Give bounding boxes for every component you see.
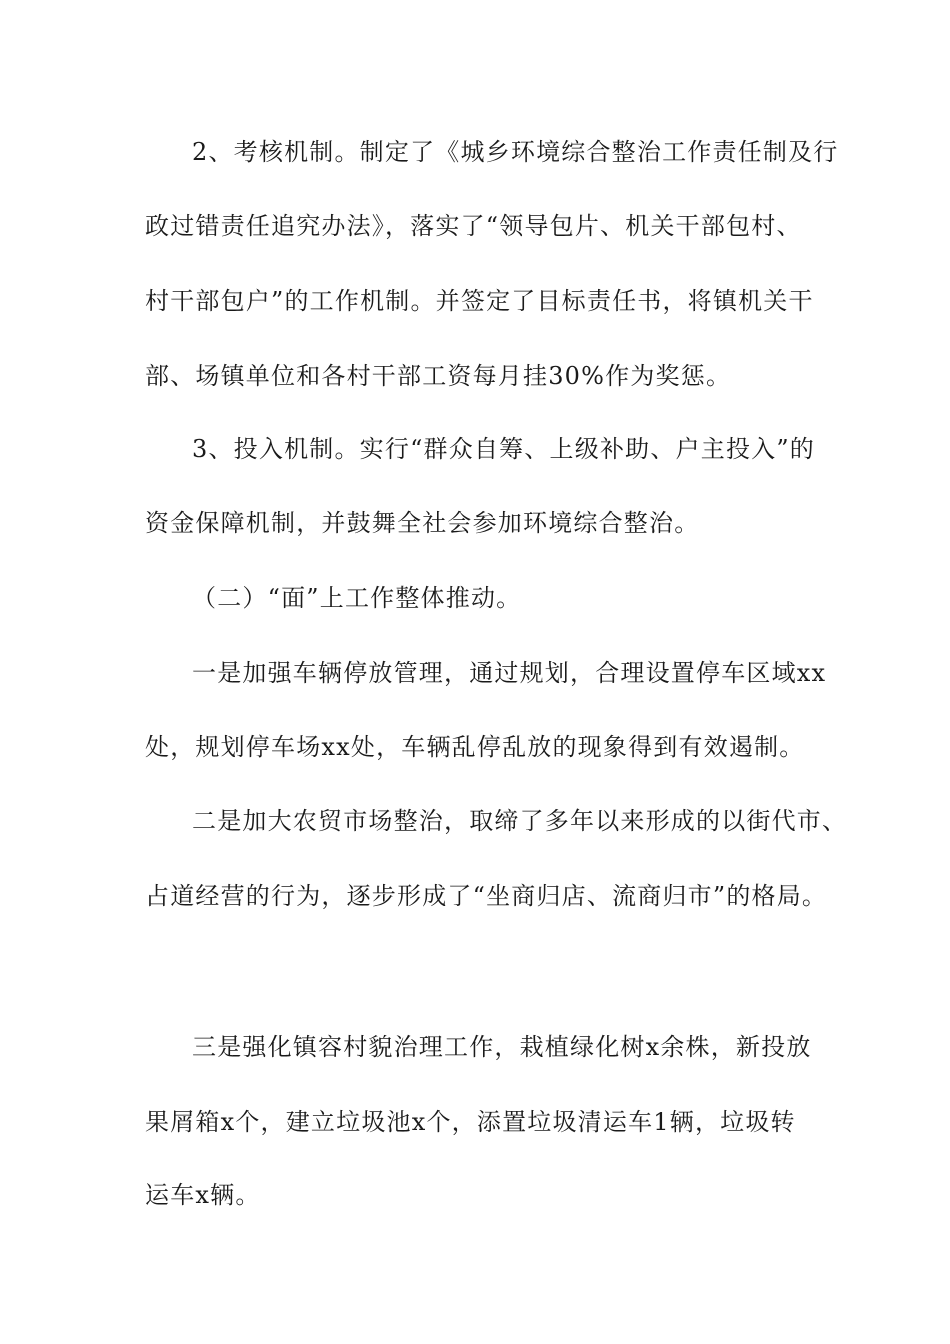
text-line: 2、考核机制。制定了《城乡环境综合整治工作责任制及行 xyxy=(192,138,839,166)
text-line: 资金保障机制，并鼓舞全社会参加环境综合整治。 xyxy=(145,509,700,537)
text-line: 政过错责任追究办法》，落实了“领导包片、机关干部包村、 xyxy=(145,212,802,240)
text-line: 三是强化镇容村貌治理工作，栽植绿化树x余株，新投放 xyxy=(192,1033,812,1061)
text-line: 处，规划停车场xx处，车辆乱停乱放的现象得到有效遏制。 xyxy=(145,733,805,761)
text-line: 部、场镇单位和各村干部工资每月挂30%作为奖惩。 xyxy=(145,362,732,390)
text-line: 村干部包户”的工作机制。并签定了目标责任书，将镇机关干 xyxy=(145,287,814,315)
text-line: 运车x辆。 xyxy=(145,1181,261,1209)
section-heading: （二）“面”上工作整体推动。 xyxy=(192,584,522,612)
text-line: 占道经营的行为，逐步形成了“坐商归店、流商归市”的格局。 xyxy=(145,882,828,910)
text-line: 二是加大农贸市场整治，取缔了多年以来形成的以街代市、 xyxy=(192,807,848,835)
text-line: 果屑箱x个，建立垃圾池x个，添置垃圾清运车1辆，垃圾转 xyxy=(145,1108,796,1136)
text-line: 3、投入机制。实行“群众自筹、上级补助、户主投入”的 xyxy=(192,435,816,463)
text-line: 一是加强车辆停放管理，通过规划，合理设置停车区域xx xyxy=(192,659,827,687)
